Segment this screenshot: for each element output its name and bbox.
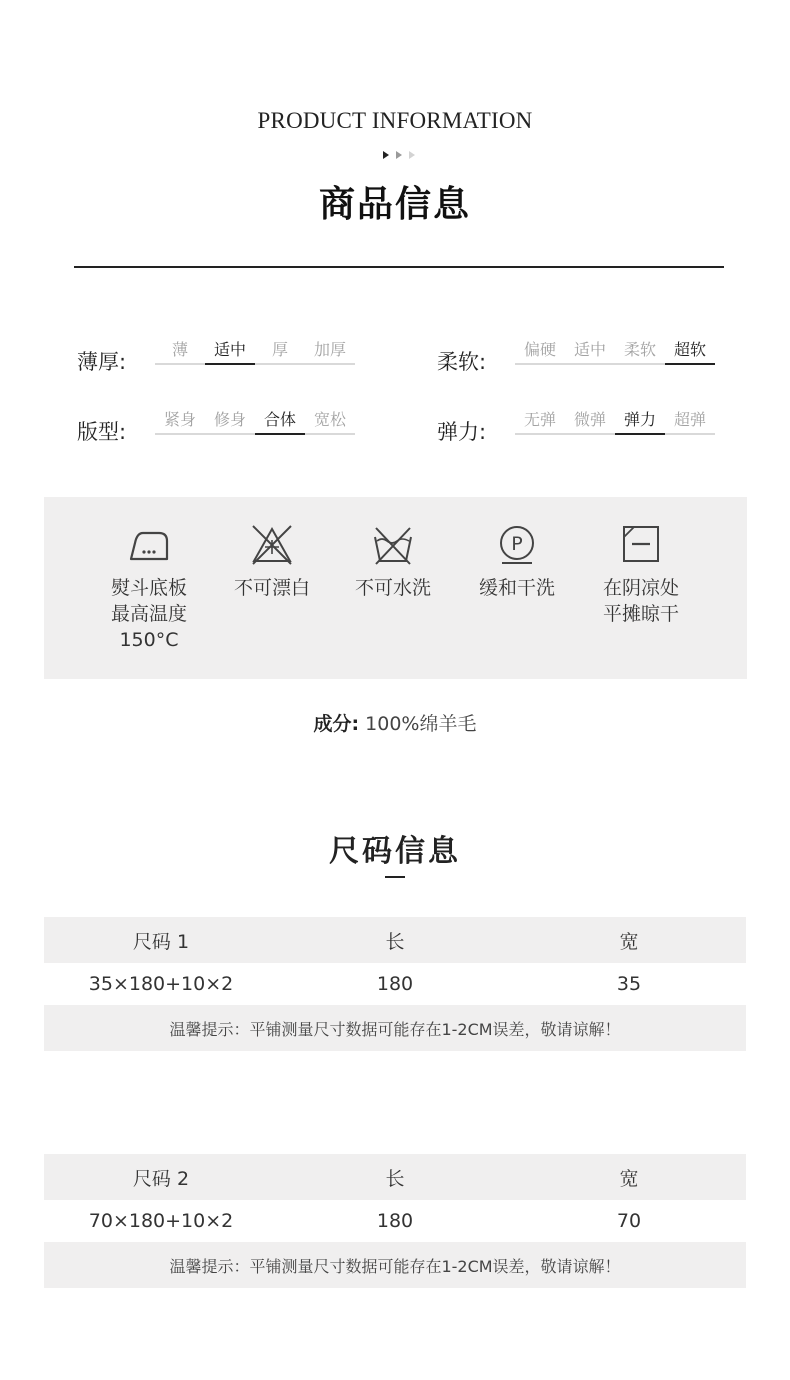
attr-option: 厚: [255, 339, 305, 365]
attr-option: 薄: [155, 339, 205, 365]
attr-label: 柔软:: [437, 350, 487, 374]
table-cell: 180: [376, 973, 414, 995]
header-cell: 长: [385, 1167, 405, 1190]
care-instructions-panel: [44, 497, 747, 679]
measurement-note: 温馨提示：平铺测量尺寸数据可能存在1-2CM误差，敬请谅解！: [44, 1005, 746, 1051]
care-label: 缓和干洗: [478, 577, 555, 599]
header-cell: 长: [385, 930, 405, 953]
attr-options: [155, 339, 355, 365]
no-wash-icon: [371, 523, 415, 567]
table-header-row: [44, 917, 746, 963]
attr-option: 修身: [205, 409, 255, 435]
composition-value: 100%绵羊毛: [365, 713, 477, 735]
attr-options: [155, 409, 355, 435]
table-cell: 180: [376, 1210, 414, 1232]
size-section-title: 尺码信息: [329, 834, 461, 869]
measurement-note: 温馨提示：平铺测量尺寸数据可能存在1-2CM误差，敬请谅解！: [44, 1242, 746, 1288]
care-label: 在阴凉处 平摊晾干: [602, 577, 679, 625]
attr-option-selected: 弹力: [615, 409, 665, 435]
no-bleach-icon: [250, 523, 294, 567]
size-table-2: [44, 1154, 746, 1288]
care-item-dryclean: [457, 523, 577, 601]
table-row: [44, 963, 746, 1005]
table-header-row: [44, 1154, 746, 1200]
composition-label: 成分:: [313, 713, 360, 735]
header-divider: [74, 266, 724, 268]
table-cell: 35×180+10×2: [88, 973, 234, 995]
attr-option: 微弹: [565, 409, 615, 435]
attr-option: 超弹: [665, 409, 715, 435]
title-underline: [385, 876, 405, 878]
header-cell: 宽: [619, 1167, 639, 1190]
attr-option-selected: 适中: [205, 339, 255, 365]
header-cell: 宽: [619, 930, 639, 953]
attr-option-selected: 合体: [255, 409, 305, 435]
page-title: 商品信息: [318, 184, 471, 225]
attr-option: 无弹: [515, 409, 565, 435]
triple-arrow-icon: [383, 151, 423, 161]
attr-label: 版型:: [77, 420, 127, 444]
attr-option: 适中: [565, 339, 615, 365]
dry-flat-shade-icon: [619, 523, 663, 567]
svg-text:P: P: [511, 533, 523, 555]
attr-option-selected: 超软: [665, 339, 715, 365]
dry-clean-p-icon: [495, 523, 539, 567]
english-title: PRODUCT INFORMATION: [257, 108, 533, 133]
care-label: 熨斗底板 最高温度 150°C: [110, 577, 187, 651]
care-label: 不可漂白: [233, 577, 310, 599]
care-label: 不可水洗: [354, 577, 431, 599]
attr-label: 弹力:: [437, 420, 487, 444]
table-cell: 35: [616, 973, 642, 995]
table-row: [44, 1200, 746, 1242]
table-cell: 70×180+10×2: [88, 1210, 234, 1232]
attr-options: [515, 409, 715, 435]
attr-option: 柔软: [615, 339, 665, 365]
care-item-dry: [581, 523, 701, 627]
attr-options: [515, 339, 715, 365]
header-cell: 尺码 1: [132, 930, 190, 953]
attr-label: 薄厚:: [77, 350, 127, 374]
iron-icon: [127, 523, 171, 567]
composition: [0, 709, 790, 736]
table-cell: 70: [616, 1210, 642, 1232]
header-cell: 尺码 2: [132, 1167, 190, 1190]
attr-option: 宽松: [305, 409, 355, 435]
size-table-1: [44, 917, 746, 1051]
attr-option: 偏硬: [515, 339, 565, 365]
care-item-bleach: [212, 523, 332, 601]
attr-option: 加厚: [305, 339, 355, 365]
care-item-iron: [89, 523, 209, 653]
attr-option: 紧身: [155, 409, 205, 435]
care-item-wash: [333, 523, 453, 601]
